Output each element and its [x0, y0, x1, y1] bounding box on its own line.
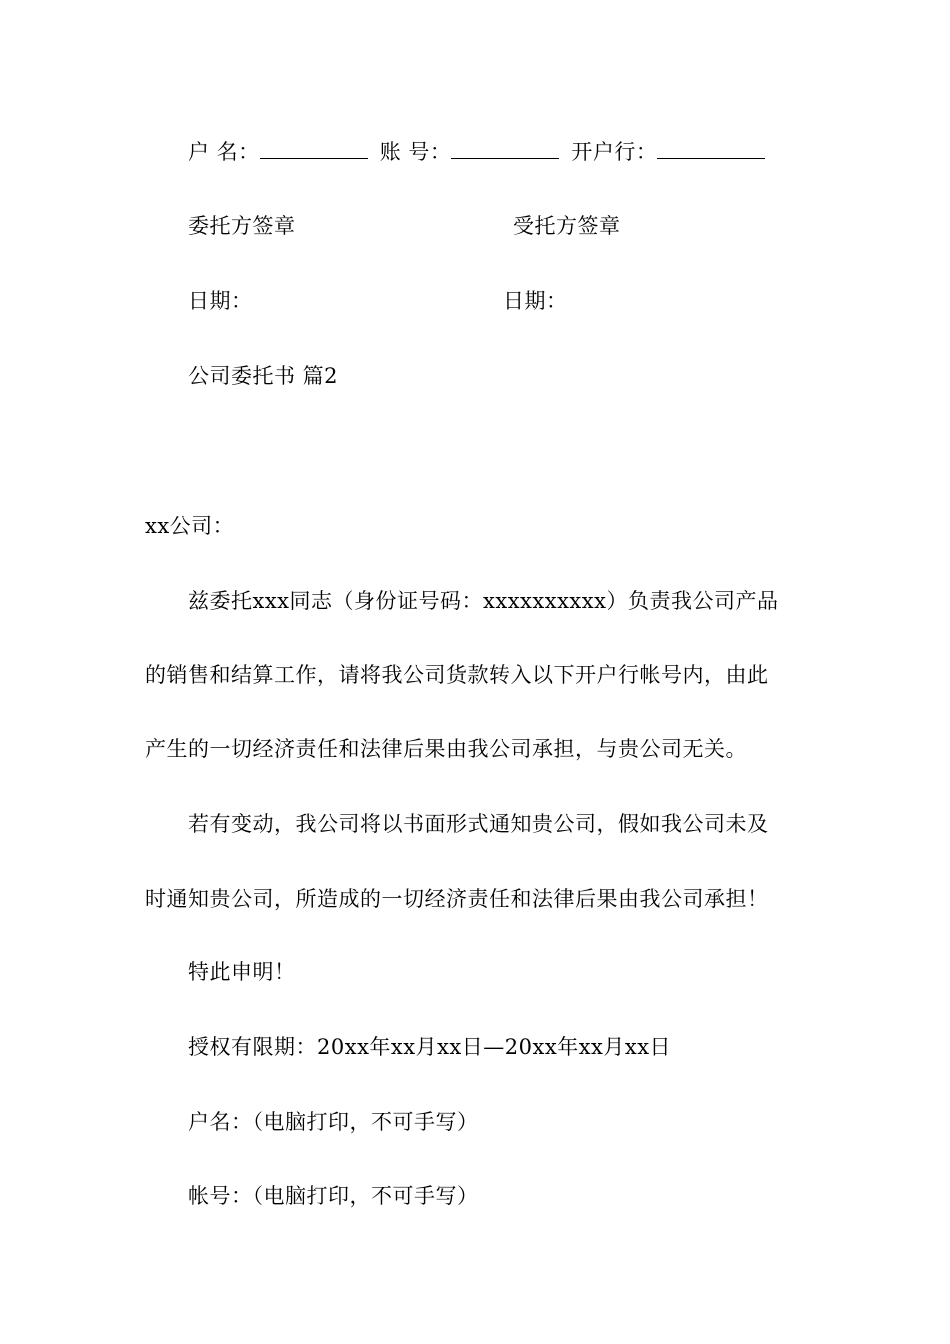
- account-number-note: 帐号：（电脑打印，不可手写）: [188, 1184, 479, 1208]
- salutation: xx公司：: [145, 514, 235, 538]
- account-fields-row: [188, 138, 765, 166]
- paragraph-2-line-2: 时通知贵公司，所造成的一切经济责任和法律后果由我公司承担！: [145, 887, 769, 911]
- bank-label: 开户行：: [571, 140, 658, 164]
- section-title: 公司委托书 篇2: [188, 364, 339, 388]
- client-seal-label: 委托方签章: [188, 214, 296, 238]
- paragraph-1-line-1: 兹委托xxx同志（身份证号码：xxxxxxxxxx）负责我公司产品: [188, 589, 779, 613]
- bank-blank: [657, 138, 765, 159]
- authorization-validity: 授权有限期：20xx年xx月xx日—20xx年xx月xx日: [188, 1035, 672, 1059]
- account-name-note: 户名：（电脑打印，不可手写）: [188, 1110, 479, 1134]
- account-number-label: 账 号：: [379, 140, 452, 164]
- account-number-blank: [451, 138, 559, 159]
- trustee-seal-label: 受托方签章: [513, 214, 621, 238]
- paragraph-1-line-2: 的销售和结算工作，请将我公司货款转入以下开户行帐号内，由此: [145, 663, 769, 687]
- trustee-date-label: 日期：: [503, 289, 568, 313]
- account-name-label: 户 名：: [188, 140, 260, 164]
- account-name-blank: [260, 138, 368, 159]
- client-date-label: 日期：: [188, 289, 253, 313]
- paragraph-2-line-1: 若有变动，我公司将以书面形式通知贵公司，假如我公司未及: [188, 812, 769, 836]
- declaration-text: 特此申明！: [188, 960, 296, 984]
- paragraph-1-line-3: 产生的一切经济责任和法律后果由我公司承担，与贵公司无关。: [145, 737, 747, 761]
